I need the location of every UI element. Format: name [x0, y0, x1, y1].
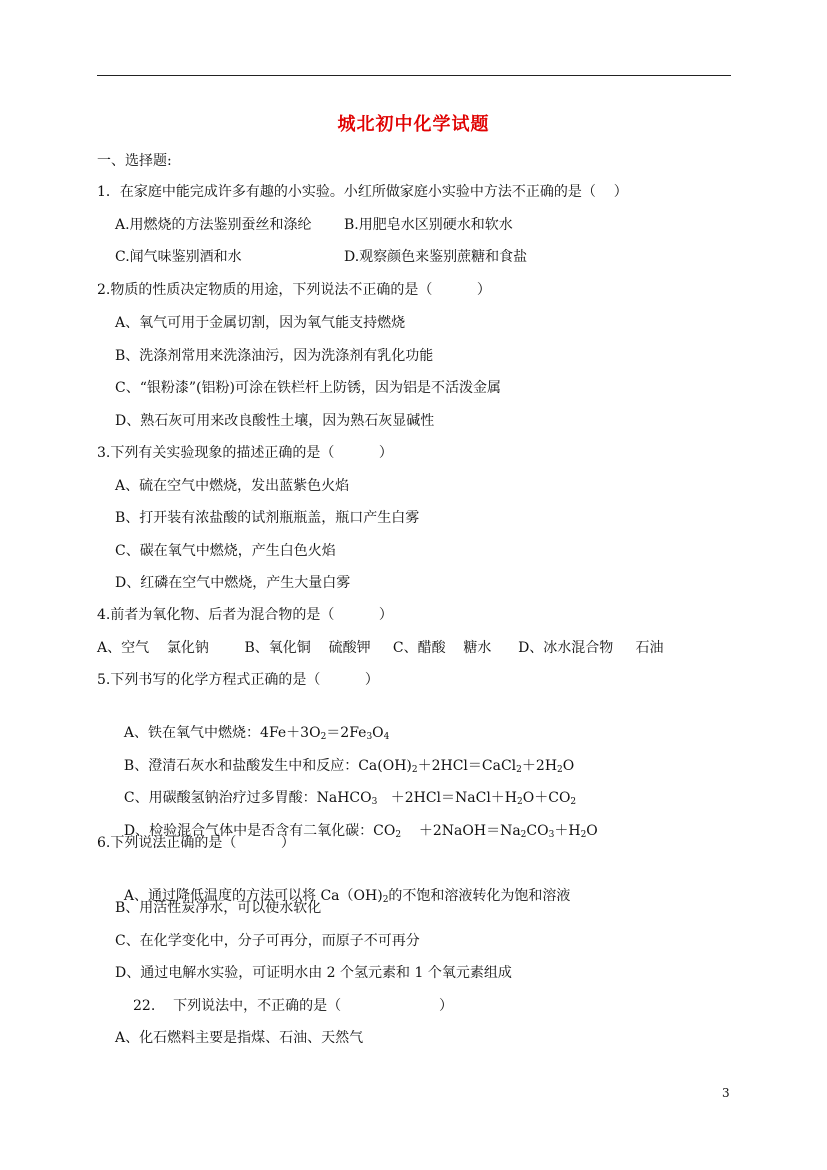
- q6-option-b: B、用活性炭净水，可以使水软化: [115, 900, 322, 916]
- q5-option-a: A、铁在氧气中燃烧：$4Fe+3O_2=2Fe_3O_4$: [123, 725, 390, 742]
- q3-option-c: C、碳在氧气中燃烧，产生白色火焰: [115, 543, 336, 559]
- q4-options: A、空气 氯化钠 B、氧化铜 硫酸钾 C、醋酸 糖水 D、冰水混合物 石油: [97, 640, 664, 656]
- q2-option-c: C、“银粉漆”(铝粉)可涂在铁栏杆上防锈，因为铝是不活泼金属: [115, 380, 501, 396]
- header-rule: [97, 75, 731, 76]
- q1-option-c: C.闻气味鉴别酒和水: [115, 249, 242, 265]
- q2-stem: 2.物质的性质决定物质的用途，下列说法不正确的是（ ）: [97, 282, 491, 298]
- q3-option-a: A、硫在空气中燃烧，发出蓝紫色火焰: [115, 478, 350, 494]
- page-title: 城北初中化学试题: [337, 114, 490, 135]
- equation: NaHCO$_3$ $+2HCl=NaCl+H_2O+CO_2$: [316, 790, 577, 807]
- q6-option-c: C、在化学变化中，分子可再分，而原子不可再分: [115, 933, 420, 949]
- q5-option-c: C、用碳酸氢钠治疗过多胃酸：NaHCO$_3$ $+2HCl=NaCl+H_2O+CO_2$: [123, 790, 577, 807]
- q22-stem: 22. 下列说法中，不正确的是（ ）: [133, 998, 453, 1014]
- q3-option-d: D、红磷在空气中燃烧，产生大量白雾: [115, 575, 351, 591]
- q5-stem: 5.下列书写的化学方程式正确的是（ ）: [97, 672, 379, 688]
- equation: $CO_2$ $+2NaOH=Na_2CO_3+H_2O$: [373, 823, 598, 840]
- page-number: 3: [722, 1086, 730, 1100]
- q2-option-a: A、氧气可用于金属切割，因为氧气能支持燃烧: [115, 315, 406, 331]
- q6-option-d: D、通过电解水实验，可证明水由 2 个氢元素和 1 个氧元素组成: [115, 965, 512, 981]
- q3-stem: 3.下列有关实验现象的描述正确的是（ ）: [97, 445, 393, 461]
- q4-stem: 4.前者为氧化物、后者为混合物的是（ ）: [97, 607, 393, 623]
- q1-option-b: B.用肥皂水区别硬水和软水: [344, 217, 513, 233]
- q6-stem: 6.下列说法正确的是（ ）: [97, 835, 295, 851]
- q6-option-a: A、通过降低温度的方法可以将 $Ca(OH)_2$的不饱和溶液转化为饱和溶液: [123, 888, 571, 905]
- q1-option-a: A.用燃烧的方法鉴别蚕丝和涤纶: [115, 217, 312, 233]
- q22-option-a: A、化石燃料主要是指煤、石油、天然气: [115, 1030, 364, 1046]
- q5-option-b: B、澄清石灰水和盐酸发生中和反应：$Ca(OH)_2+2HCl=CaCl_2+2H_2O$: [123, 758, 575, 775]
- q5-option-d: D、检验混合气体中是否含有二氧化碳：$CO_2$ $+2NaOH=Na_2CO_3+H_2O$: [123, 823, 598, 840]
- q1-option-d: D.观察颜色来鉴别蔗糖和食盐: [344, 249, 528, 265]
- q1-stem: 1．在家庭中能完成许多有趣的小实验。小红所做家庭小实验中方法不正确的是（ ）: [97, 184, 628, 200]
- q3-option-b: B、打开装有浓盐酸的试剂瓶瓶盖，瓶口产生白雾: [115, 510, 420, 526]
- equation: $4Fe+3O_2=2Fe_3O_4$: [260, 725, 390, 742]
- q2-option-b: B、洗涤剂常用来洗涤油污，因为洗涤剂有乳化功能: [115, 348, 434, 364]
- section-heading: 一、选择题:: [97, 153, 172, 169]
- equation: $Ca(OH)_2+2HCl=CaCl_2+2H_2O$: [358, 758, 575, 775]
- q2-option-d: D、熟石灰可用来改良酸性土壤，因为熟石灰显碱性: [115, 413, 435, 429]
